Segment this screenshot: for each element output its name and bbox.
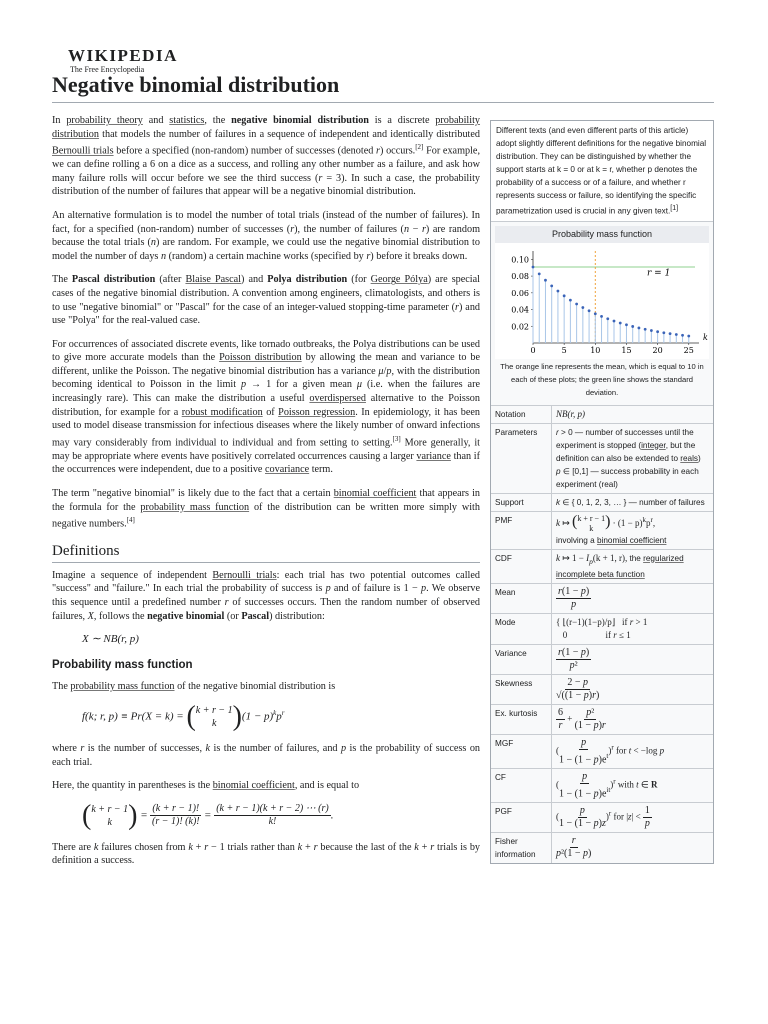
- label-pgf: PGF: [491, 803, 552, 833]
- link-bernoulli-trials[interactable]: Bernoulli trials: [52, 145, 114, 157]
- label-parameters: Parameters: [491, 423, 552, 493]
- label-notation: Notation: [491, 405, 552, 423]
- link-blaise-pascal[interactable]: Blaise Pascal: [185, 274, 242, 286]
- label-skewness: Skewness: [491, 674, 552, 704]
- point-10: [594, 312, 597, 315]
- pmf-explanation: where r is the number of successes, k is the number of failures, and p is the probability of success on each trial.: [52, 742, 481, 768]
- article-body: [52, 114, 480, 878]
- point-4: [557, 289, 560, 292]
- point-7: [575, 302, 578, 305]
- value-variance: $\frac{r(1 - p)}{\text{p²}}$: [552, 644, 714, 674]
- intro-paragraph-3: The Pascal distribution (after Blaise Pascal) and Polya distribution (for George Pólya) are special cases of the negative binomial distribution. A convention among engineers, climatologists, and others is to use "negative binomial" or "Pascal" for the case of an integer-valued stopping-time parameter (r) and use "Polya" for the real-valued case.: [52, 274, 481, 327]
- wikipedia-logo[interactable]: [68, 46, 178, 74]
- point-11: [600, 315, 603, 318]
- value-cdf: k ↦ $1 - I_p(k + 1$, r), the regularized incomplete beta function: [552, 549, 714, 583]
- chart-caption: The orange line represents the mean, which is equal to 10 in each of these plots; the green line shows the standard deviation.: [500, 361, 704, 397]
- value-cf: ( $\frac{p}{1 - (1 - p)e^{it}}$ )$^r$ with t ∈ R: [552, 768, 714, 802]
- point-3: [550, 284, 553, 287]
- row-kurtosis: [491, 704, 713, 734]
- link-statistics[interactable]: statistics: [169, 115, 205, 126]
- x-tick-label: 0: [530, 345, 536, 355]
- page-title: Negative binomial distribution: [52, 72, 340, 97]
- row-mgf: [491, 734, 713, 768]
- label-kurtosis: Ex. kurtosis: [491, 704, 552, 734]
- row-pgf: [491, 803, 713, 833]
- point-22: [669, 332, 672, 335]
- binomial-coefficient-intro: Here, the quantity in parentheses is the binomial coefficient, and is equal to: [52, 780, 360, 792]
- value-mean: $\frac{r(1 - p)}{p}$: [552, 583, 714, 613]
- infobox-pmf-header: Probability mass function: [495, 226, 709, 243]
- value-fisher: $\frac{r}{\text{p²(1 − p)}}$: [552, 833, 714, 864]
- link-probability-theory[interactable]: probability theory: [66, 115, 143, 126]
- label-variance: Variance: [491, 644, 552, 674]
- value-mode: { ⌊(r−1)(1−p)/p⌋ if r > 1 0 if r ≤ 1: [552, 613, 714, 644]
- title-divider: [52, 102, 714, 103]
- value-pgf: ( $\frac{p}{1 - (1 - p)z}$ )$^r$ for |z| < $\frac{1}{p}$: [552, 803, 714, 833]
- point-13: [613, 319, 616, 322]
- row-mode: [491, 613, 713, 644]
- x-tick-label: 15: [621, 345, 632, 355]
- point-2: [544, 279, 547, 282]
- link-poisson-regression[interactable]: Poisson regression: [278, 406, 356, 418]
- point-9: [588, 309, 591, 312]
- value-pmf: k ↦ ( k + r − 1 k ) · $(1 - p)^kp^r$, involving a binomial coefficient: [552, 511, 714, 549]
- value-mgf: ( $\frac{p}{1 - (1 - p)e^t}$ )$^r$ for t < −log p: [552, 734, 714, 768]
- link-probability-distribution[interactable]: probability distribution: [52, 115, 481, 140]
- infobox-table: [491, 405, 713, 863]
- value-notation: NB(r, p): [552, 405, 714, 423]
- point-0: [532, 265, 535, 268]
- link-bernoulli-trials-2[interactable]: Bernoulli trials: [212, 569, 277, 581]
- link-poisson-distribution[interactable]: Poisson distribution: [219, 352, 302, 364]
- point-8: [581, 306, 584, 309]
- x-tick-label: 10: [590, 345, 601, 355]
- value-skewness: $\frac{2 - p}{√((1 - p)r)}$: [552, 674, 714, 704]
- logo-tagline: The Free Encyclopedia: [70, 65, 145, 74]
- infobox-note: Different texts (and even different parts of this article) adopt slightly different definitions for the negative binomial distribution. They can be distinguished by whether the support starts at k = 0 or at k = r, whether p denotes the probability of a success or of a failure, and whether r represents success or failure, so identifying the specific parametrization used is crucial in any given text.[1]: [491, 121, 713, 222]
- point-18: [644, 328, 647, 331]
- link-covariance[interactable]: covariance: [265, 464, 310, 476]
- infobox: [490, 120, 714, 864]
- equation-binomial: ( k + r − 1 k ) = $\frac{(k + r - 1)!}{(r - 1)! (k)!}$ = $\frac{(k + r - 1)(k + r - 2) \cdots (r)}{k!}$ .: [82, 799, 334, 831]
- row-cf: [491, 768, 713, 802]
- row-mean: [491, 583, 713, 613]
- definitions-paragraph: Imagine a sequence of independent Bernoulli trials: each trial has two potential outcomes called "success" and "failure." In each trial the probability of success is p and of failure is 1 − p. We observe this sequence until a predefined number r of successes occurs. Then the random number of observed failures, X, follows the negative binomial (or Pascal) distribution:: [52, 569, 480, 622]
- y-tick-label: 0.04: [511, 305, 529, 315]
- label-pmf: PMF: [491, 511, 552, 549]
- x-tick-label: 5: [561, 345, 567, 355]
- point-23: [675, 333, 678, 336]
- equation-x-nb: X ∼ NB(r, p): [82, 633, 139, 646]
- x-axis-label: k: [703, 332, 708, 342]
- point-24: [681, 334, 684, 337]
- label-mgf: MGF: [491, 734, 552, 768]
- y-tick-label: 0.08: [511, 271, 529, 281]
- failures-paragraph: There are k failures chosen from k + r − 1 trials rather than k + r because the last of the k + r trials is by definition a success.: [52, 841, 481, 867]
- pmf-chart-svg: [495, 243, 709, 355]
- point-1: [538, 272, 541, 275]
- row-variance: [491, 644, 713, 674]
- row-parameters: [491, 423, 713, 493]
- link-binomial-coefficient[interactable]: binomial coefficient: [333, 488, 417, 500]
- label-mean: Mean: [491, 583, 552, 613]
- link-probability-mass-function[interactable]: probability mass function: [140, 501, 250, 513]
- row-notation: [491, 405, 713, 423]
- pmf-intro: The probability mass function of the negative binomial distribution is: [52, 681, 336, 693]
- row-support: [491, 493, 713, 511]
- x-tick-label: 25: [683, 345, 694, 355]
- y-tick-label: 0.06: [511, 288, 529, 298]
- intro-paragraph-2: An alternative formulation is to model the number of total trials (instead of the number of failures). In fact, for a specified (non-random) number of successes (r), the number of failures (n − r) are random because the total trials (n) are random. For example, we could use the negative binomial distribution to model the number of days n (random) a certain machine works (specified by r) before it breaks down.: [52, 209, 480, 262]
- intro-paragraph-4: For occurrences of associated discrete events, like tornado outbreaks, the Polya distributions can be used to give more accurate models than the Poisson distribution by allowing the mean and variance to be different, unlike the Poisson. The negative binomial distribution has a variance μ/p, with the distribution becoming identical to Poisson in the limit p → 1 for a given mean μ (i.e. when the failures are increasingly rare). This can make the distribution a useful overdispersed alternative to the Poisson distribution, for example for a robust modification of Poisson regression. In epidemiology, it has been used to model disease transmission for infectious diseases where the likely number of onward infections may vary considerably from individual to individual and from setting to setting.[3] More generally, it may be appropriate where events have positively correlated occurrences causing a larger variance than if the occurrences were independent, due to a positive covariance term.: [52, 338, 481, 476]
- label-cf: CF: [491, 768, 552, 802]
- intro-paragraph-5: The term "negative binomial" is likely due to the fact that a certain binomial coefficient that appears in the formula for the probability mass function of the distribution can be written more simply with negative numbers.[4]: [52, 488, 480, 530]
- point-21: [662, 331, 665, 334]
- section-heading-definitions: Definitions: [52, 545, 480, 563]
- label-mode: Mode: [491, 613, 552, 644]
- point-12: [606, 317, 609, 320]
- point-25: [687, 334, 690, 337]
- link-variance[interactable]: variance: [416, 450, 451, 462]
- row-cdf: [491, 549, 713, 583]
- pmf-chart: [495, 243, 709, 359]
- section-heading-pmf: Probability mass function: [52, 658, 193, 671]
- r-annotation: r = 1: [647, 268, 671, 279]
- row-pmf: [491, 511, 713, 549]
- x-tick-label: 20: [652, 345, 663, 355]
- link-pmf[interactable]: probability mass function: [70, 681, 175, 693]
- link-george-polya[interactable]: George Pólya: [370, 274, 428, 286]
- point-14: [619, 321, 622, 324]
- point-5: [563, 294, 566, 297]
- link-binomial-coefficient-2[interactable]: binomial coefficient: [212, 780, 295, 792]
- link-robust-modification[interactable]: robust modification: [181, 406, 263, 418]
- row-fisher: [491, 833, 713, 864]
- link-overdispersed[interactable]: overdispersed: [309, 393, 366, 405]
- y-tick-label: 0.02: [511, 322, 529, 332]
- point-19: [650, 329, 653, 332]
- label-cdf: CDF: [491, 549, 552, 583]
- value-support: k ∈ { 0, 1, 2, 3, … } — number of failures: [552, 493, 714, 511]
- point-20: [656, 330, 659, 333]
- logo-wordmark: WIKIPEDIA: [68, 46, 178, 65]
- point-17: [638, 326, 641, 329]
- label-support: Support: [491, 493, 552, 511]
- point-6: [569, 298, 572, 301]
- label-fisher: Fisher information: [491, 833, 552, 864]
- point-16: [631, 325, 634, 328]
- equation-pmf: f(k; r, p) ≡ Pr(X = k) = ( k + r − 1 k )$(1 - p)^kp^r$: [82, 701, 285, 733]
- intro-paragraph-1: In probability theory and statistics, the negative binomial distribution is a discrete probability distribution that models the number of failures in a sequence of independent and identically distributed Bernoulli trials before a specified (non-random) number of successes (denoted r) occurs.[2] For example, we can define rolling a 6 on a dice as a success, and rolling any other number as a failure, and ask how many failure rolls will occur before we see the third success (r = 3). In such a case, the probability distribution of the number of failures that appear will be a negative binomial distribution.: [52, 115, 481, 198]
- y-tick-label: 0.10: [511, 255, 529, 265]
- point-15: [625, 323, 628, 326]
- value-kurtosis: $\frac{6}{r}$ + $\frac{\text{p²}}{(1 - p)r}$: [552, 704, 714, 734]
- row-skewness: [491, 674, 713, 704]
- value-parameters: r > 0 — number of successes until the experiment is stopped (integer, but the definition can also be extended to reals) p ∈ [0,1] — success probability in each experiment (real): [552, 423, 714, 493]
